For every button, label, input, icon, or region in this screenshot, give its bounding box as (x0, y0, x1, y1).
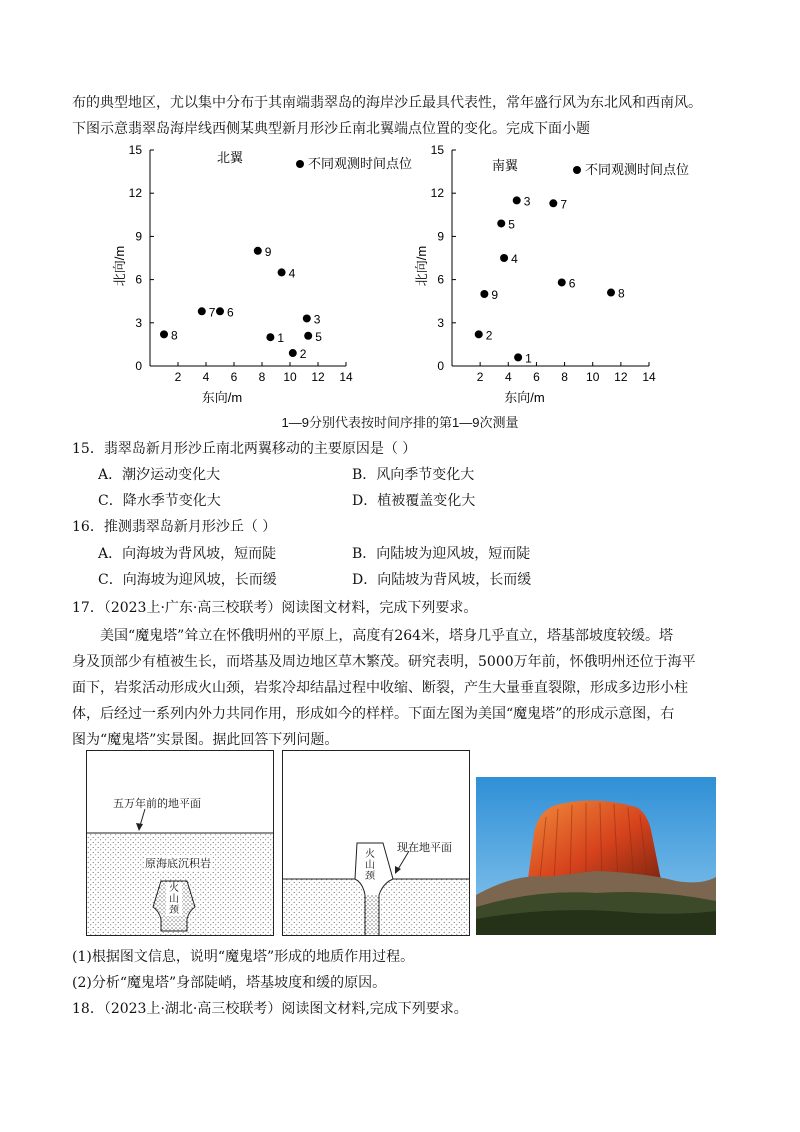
y-tick-label: 15 (128, 143, 142, 157)
q17-paragraph-line-3: 面下，岩浆活动形成火山颈，岩浆冷却结晶过程中收缩、断裂，产生大量垂直裂隙，形成多边形小柱 (72, 680, 688, 696)
origin-label: 0 (135, 359, 142, 373)
legend-label: 不同观测时间点位 (308, 156, 413, 171)
neck-char-3: 颈 (169, 905, 179, 916)
data-point-label-4: 4 (288, 266, 296, 281)
data-point-label-2: 2 (485, 328, 493, 343)
x-tick-label: 12 (614, 370, 628, 384)
x-tick-label: 8 (561, 370, 568, 384)
data-point-4 (278, 268, 286, 276)
x-tick-label: 14 (642, 370, 656, 384)
data-point-label-5: 5 (508, 217, 515, 232)
neck-char-2: 山 (169, 894, 179, 905)
x-tick-label: 10 (586, 370, 600, 384)
origin-label: 0 (437, 359, 444, 373)
volcanic-neck-label (166, 883, 182, 916)
data-point-6 (558, 278, 566, 286)
data-point-5 (304, 332, 312, 340)
y-tick-label: 15 (430, 143, 444, 157)
data-point-label-9: 9 (491, 288, 499, 302)
q15-option-d[interactable]: D．植被覆盖变化大 (352, 493, 476, 509)
x-tick-label: 4 (504, 370, 512, 384)
data-point-label-7: 7 (208, 305, 216, 320)
q15-option-c[interactable]: C．降水季节变化大 (98, 493, 221, 509)
x-axis-title: 东向/m (504, 390, 545, 405)
data-point-9 (480, 290, 488, 298)
data-point-2 (289, 349, 297, 357)
data-point-2 (475, 330, 483, 338)
question-17-stem: 17．（2023上·广东·高三校联考）阅读图文材料，完成下列要求。 (72, 600, 478, 616)
q16-option-d[interactable]: D．向陆坡为背风坡，长而缓 (352, 572, 532, 588)
data-point-label-4: 4 (511, 252, 518, 266)
neck-label-after (362, 849, 378, 882)
data-point-7 (549, 199, 557, 207)
data-point-label-8: 8 (171, 328, 178, 343)
y-tick-label: 6 (135, 272, 142, 287)
q17-paragraph-line-4: 体，后经过一系列内外力共同作用，形成如今的样样。下面左图为美国“魔鬼塔”的形成示意图，右 (72, 706, 675, 722)
legend-label: 不同观测时间点位 (585, 162, 690, 177)
data-point-3 (303, 314, 311, 322)
data-point-5 (497, 219, 505, 227)
legend-marker (296, 160, 304, 168)
sedimentary-rock-label: 原海底沉积岩 (145, 857, 211, 870)
q16-option-c[interactable]: C．向海坡为迎风坡，长而缓 (98, 572, 277, 588)
q15-option-b[interactable]: B．风向季节变化大 (352, 467, 475, 483)
q17-subquestion-1: (1)根据图文信息，说明“魔鬼塔”形成的地质作用过程。 (72, 949, 415, 965)
q17-subquestion-2: (2)分析“魔鬼塔”身部陡峭，塔基坡度和缓的原因。 (72, 975, 387, 991)
y-tick-label: 12 (128, 186, 142, 201)
neck-char-1: 火 (169, 883, 179, 894)
question-18-stem: 18．（2023上·湖北·高三校联考）阅读图文材料,完成下列要求。 (72, 1001, 468, 1017)
question-16-stem: 16．推测翡翠岛新月形沙丘（ ） (72, 519, 277, 535)
data-point-8 (607, 289, 615, 297)
x-tick-label: 4 (202, 370, 210, 384)
data-point-label-8: 8 (618, 286, 625, 301)
data-point-label-6: 6 (227, 305, 234, 320)
data-point-6 (216, 307, 224, 315)
data-point-label-1: 1 (277, 331, 285, 346)
x-tick-label: 10 (283, 370, 297, 384)
devils-tower-photo (476, 777, 716, 935)
data-point-label-1: 1 (525, 351, 532, 366)
x-tick-label: 14 (339, 370, 353, 384)
chart-title: 北翼 (216, 150, 244, 165)
intro-line-2: 下图示意翡翠岛海岸线西侧某典型新月形沙丘南北翼端点位置的变化。完成下面小题 (72, 121, 590, 137)
data-point-9 (254, 247, 262, 255)
q16-option-b[interactable]: B．向陆坡为迎风坡，短而陡 (352, 546, 531, 562)
scatter-charts (0, 140, 800, 412)
x-tick-label: 2 (476, 370, 484, 384)
x-axis-title: 东向/m (201, 390, 243, 405)
data-point-label-3: 3 (313, 312, 321, 327)
q17-paragraph-line-5: 图为“魔鬼塔”实景图。据此回答下列问题。 (72, 732, 339, 748)
y-tick-label: 9 (437, 229, 444, 244)
y-tick-label: 3 (437, 315, 444, 330)
ground-level-label: 五万年前的地平面 (113, 797, 201, 810)
chart-caption: 1—9分别代表按时间序排的第1—9次测量 (281, 415, 519, 430)
y-axis-title: 北向/m (414, 245, 429, 287)
data-point-1 (514, 353, 522, 361)
question-15-stem: 15．翡翠岛新月形沙丘南北两翼移动的主要原因是（ ） (72, 441, 417, 457)
current-ground-label: 现在地平面 (397, 841, 452, 854)
neck-char-3-after: 颈 (365, 871, 375, 882)
x-tick-label: 2 (174, 370, 182, 384)
y-axis-title: 北向/m (112, 245, 127, 287)
data-point-label-3: 3 (523, 194, 531, 209)
neck-char-2-after: 山 (365, 860, 375, 871)
q17-paragraph-line-2: 身及顶部少有植被生长，而塔基及周边地区草木繁茂。研究表明，5000万年前，怀俄明州还位于海平 (72, 654, 696, 670)
data-point-8 (160, 330, 168, 338)
data-point-label-9: 9 (264, 244, 272, 259)
formation-diagram-after (282, 750, 470, 936)
q17-paragraph-line-1: 美国“魔鬼塔”耸立在怀俄明州的平原上，高度有264米，塔身几乎直立，塔基部坡度较缓。塔 (100, 628, 674, 644)
y-tick-label: 6 (437, 272, 444, 287)
data-point-label-6: 6 (568, 276, 576, 291)
neck-char-1-after: 火 (365, 849, 375, 860)
legend-marker (573, 166, 581, 174)
data-point-4 (500, 254, 508, 262)
y-tick-label: 3 (135, 315, 142, 330)
y-tick-label: 9 (135, 229, 142, 244)
data-point-label-7: 7 (560, 197, 568, 212)
x-tick-label: 12 (311, 370, 325, 384)
data-point-7 (198, 307, 206, 315)
data-point-label-5: 5 (315, 329, 322, 344)
x-tick-label: 6 (230, 370, 238, 384)
data-point-label-2: 2 (299, 347, 307, 362)
q15-option-a[interactable]: A．潮汐运动变化大 (98, 467, 221, 483)
chart-title: 南翼 (491, 158, 519, 173)
x-tick-label: 6 (533, 370, 540, 384)
data-point-1 (266, 333, 274, 341)
data-point-3 (513, 196, 521, 204)
y-tick-label: 12 (430, 186, 444, 201)
intro-line-1: 布的典型地区，尤以集中分布于其南端翡翠岛的海岸沙丘最具代表性，常年盛行风为东北风和西南风。 (72, 95, 702, 111)
q16-option-a[interactable]: A．向海坡为背风坡，短而陡 (98, 546, 277, 562)
x-tick-label: 8 (258, 370, 266, 384)
formation-diagram-before (86, 750, 274, 936)
